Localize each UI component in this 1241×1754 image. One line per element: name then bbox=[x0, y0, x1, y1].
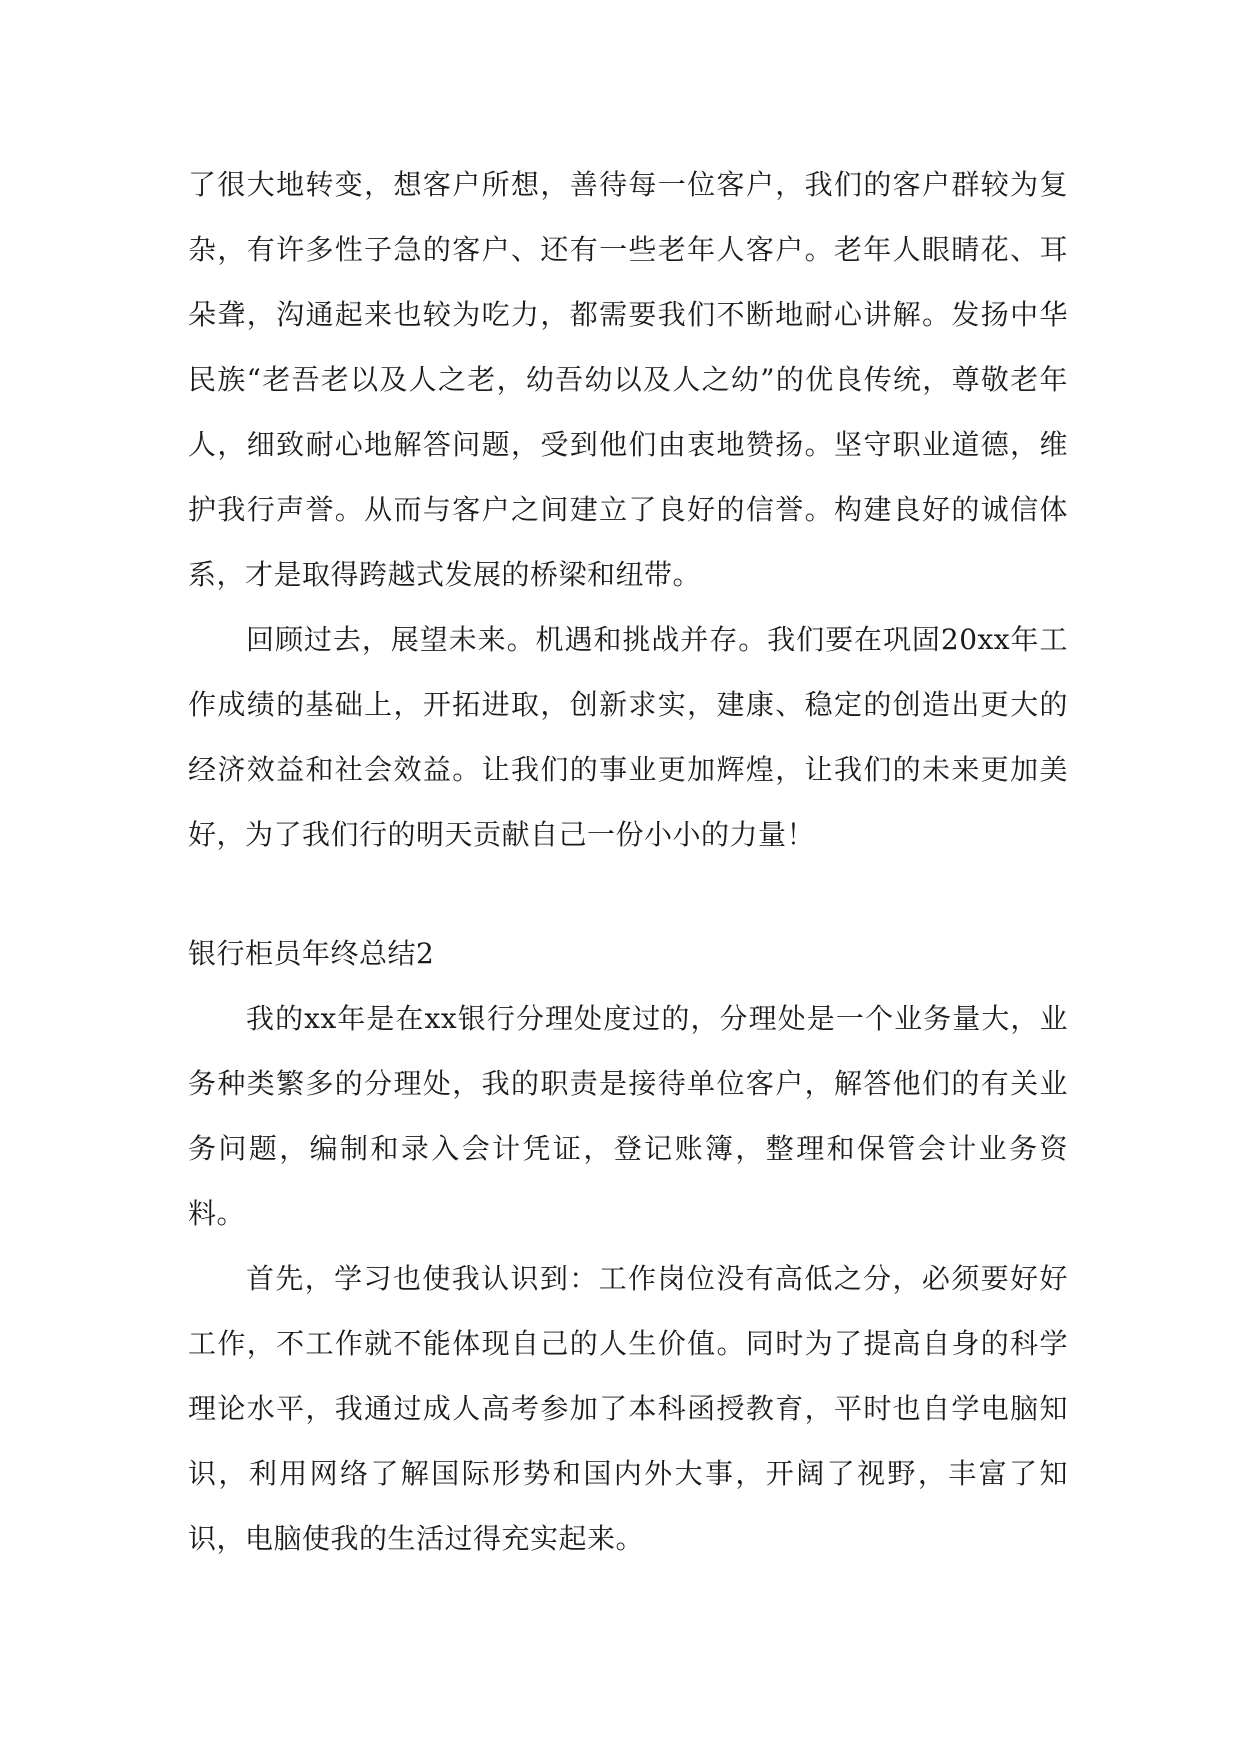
paragraph-continued: 了很大地转变，想客户所想，善待每一位客户，我们的客户群较为复杂，有许多性子急的客户、还有一些老年人客户。老年人眼睛花、耳朵聋，沟通起来也较为吃力，都需要我们不断地耐心讲解。发扬中华民族“老吾老以及人之老，幼吾幼以及人之幼”的优良传统，尊敬老年人，细致耐心地解答问题，受到他们由衷地赞扬。坚守职业道德，维护我行声誉。从而与客户之间建立了良好的信誉。构建良好的诚信体系，才是取得跨越式发展的桥梁和纽带。 bbox=[188, 168, 1068, 591]
section-title: 银行柜员年终总结2 bbox=[188, 937, 435, 970]
paragraph-duties: 我的xx年是在xx银行分理处度过的，分理处是一个业务量大，业务种类繁多的分理处，我的职责是接待单位客户，解答他们的有关业务问题，编制和录入会计凭证，登记账簿，整理和保管会计业务资料。 bbox=[188, 1002, 1068, 1230]
document-body bbox=[188, 152, 1068, 1571]
section-spacer bbox=[188, 867, 1068, 921]
paragraph-learning: 首先，学习也使我认识到：工作岗位没有高低之分，必须要好好工作，不工作就不能体现自己的人生价值。同时为了提高自身的科学理论水平，我通过成人高考参加了本科函授教育，平时也自学电脑知识，利用网络了解国际形势和国内外大事，开阔了视野，丰富了知识，电脑使我的生活过得充实起来。 bbox=[188, 1262, 1068, 1555]
paragraph-outlook: 回顾过去，展望未来。机遇和挑战并存。我们要在巩固20xx年工作成绩的基础上，开拓进取，创新求实，建康、稳定的创造出更大的经济效益和社会效益。让我们的事业更加辉煌，让我们的未来更加美好，为了我们行的明天贡献自己一份小小的力量！ bbox=[188, 623, 1068, 851]
